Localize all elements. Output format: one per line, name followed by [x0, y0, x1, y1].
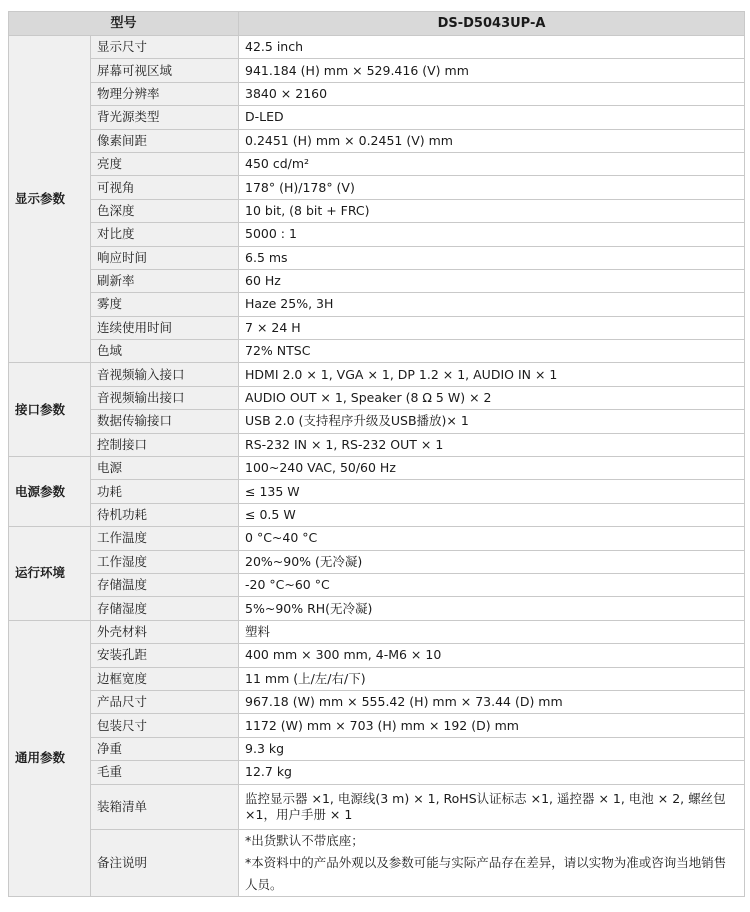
table-row	[9, 36, 745, 59]
spec-value: 塑料	[239, 620, 745, 643]
spec-label: 对比度	[91, 223, 239, 246]
spec-label: 电源	[91, 457, 239, 480]
table-row	[9, 59, 745, 82]
spec-value: 178° (H)/178° (V)	[239, 176, 745, 199]
table-row	[9, 620, 745, 643]
spec-value: 60 Hz	[239, 269, 745, 292]
table-row	[9, 737, 745, 760]
spec-value: 0 °C~40 °C	[239, 527, 745, 550]
spec-label: 音视频输入接口	[91, 363, 239, 386]
model-value: DS-D5043UP-A	[239, 12, 745, 36]
spec-value: 72% NTSC	[239, 340, 745, 363]
spec-value: 450 cd/m²	[239, 152, 745, 175]
category-label: 电源参数	[9, 457, 91, 527]
spec-label: 音视频输出接口	[91, 386, 239, 409]
spec-label: 雾度	[91, 293, 239, 316]
spec-value: USB 2.0 (支持程序升级及USB播放)× 1	[239, 410, 745, 433]
spec-value: AUDIO OUT × 1, Speaker (8 Ω 5 W) × 2	[239, 386, 745, 409]
table-row	[9, 761, 745, 784]
spec-label: 像素间距	[91, 129, 239, 152]
spec-value: 5000 : 1	[239, 223, 745, 246]
spec-value: 1172 (W) mm × 703 (H) mm × 192 (D) mm	[239, 714, 745, 737]
spec-label: 边框宽度	[91, 667, 239, 690]
spec-value: ≤ 0.5 W	[239, 503, 745, 526]
spec-value: 11 mm (上/左/右/下)	[239, 667, 745, 690]
table-row	[9, 363, 745, 386]
table-row	[9, 152, 745, 175]
spec-label: 控制接口	[91, 433, 239, 456]
spec-label: 连续使用时间	[91, 316, 239, 339]
table-row	[9, 269, 745, 292]
remark-line: *本资料中的产品外观以及参数可能与实际产品存在差异，请以实物为准或咨询当地销售人员。	[245, 854, 727, 892]
spec-label: 显示尺寸	[91, 36, 239, 59]
table-row	[9, 597, 745, 620]
spec-label: 响应时间	[91, 246, 239, 269]
spec-label: 可视角	[91, 176, 239, 199]
spec-value: 0.2451 (H) mm × 0.2451 (V) mm	[239, 129, 745, 152]
spec-value: D-LED	[239, 106, 745, 129]
spec-label: 工作湿度	[91, 550, 239, 573]
spec-label: 工作温度	[91, 527, 239, 550]
spec-label: 亮度	[91, 152, 239, 175]
table-row	[9, 316, 745, 339]
spec-value: -20 °C~60 °C	[239, 573, 745, 596]
table-row	[9, 690, 745, 713]
header-row	[9, 12, 745, 36]
category-label: 运行环境	[9, 527, 91, 621]
spec-value: RS-232 IN × 1, RS-232 OUT × 1	[239, 433, 745, 456]
table-row	[9, 503, 745, 526]
table-row	[9, 480, 745, 503]
table-row	[9, 176, 745, 199]
model-label: 型号	[9, 12, 239, 36]
category-label: 通用参数	[9, 620, 91, 896]
category-label: 接口参数	[9, 363, 91, 457]
spec-label: 装箱清单	[91, 784, 239, 829]
spec-value: ≤ 135 W	[239, 480, 745, 503]
table-row	[9, 129, 745, 152]
spec-label: 存储温度	[91, 573, 239, 596]
spec-label: 背光源类型	[91, 106, 239, 129]
spec-label: 功耗	[91, 480, 239, 503]
table-row	[9, 199, 745, 222]
spec-label: 净重	[91, 737, 239, 760]
table-row	[9, 106, 745, 129]
spec-label: 刷新率	[91, 269, 239, 292]
spec-label: 物理分辨率	[91, 82, 239, 105]
spec-value	[239, 829, 745, 896]
spec-label: 存储湿度	[91, 597, 239, 620]
table-row	[9, 784, 745, 829]
spec-label: 包装尺寸	[91, 714, 239, 737]
spec-value: 7 × 24 H	[239, 316, 745, 339]
spec-value: 9.3 kg	[239, 737, 745, 760]
table-row	[9, 714, 745, 737]
spec-value: 20%~90% (无冷凝)	[239, 550, 745, 573]
spec-label: 屏幕可视区域	[91, 59, 239, 82]
table-row	[9, 829, 745, 896]
spec-value: 100~240 VAC, 50/60 Hz	[239, 457, 745, 480]
spec-value: 12.7 kg	[239, 761, 745, 784]
table-row	[9, 386, 745, 409]
table-row	[9, 433, 745, 456]
spec-label: 产品尺寸	[91, 690, 239, 713]
spec-label: 外壳材料	[91, 620, 239, 643]
spec-label: 数据传输接口	[91, 410, 239, 433]
spec-value: 10 bit, (8 bit + FRC)	[239, 199, 745, 222]
table-row	[9, 550, 745, 573]
table-row	[9, 573, 745, 596]
spec-body	[9, 36, 745, 897]
spec-label: 毛重	[91, 761, 239, 784]
spec-label: 色深度	[91, 199, 239, 222]
spec-value: 941.184 (H) mm × 529.416 (V) mm	[239, 59, 745, 82]
spec-label: 安装孔距	[91, 644, 239, 667]
table-row	[9, 457, 745, 480]
spec-label: 色域	[91, 340, 239, 363]
spec-value: HDMI 2.0 × 1, VGA × 1, DP 1.2 × 1, AUDIO IN × 1	[239, 363, 745, 386]
table-row	[9, 644, 745, 667]
spec-value: 监控显示器 ×1, 电源线(3 m) × 1, RoHS认证标志 ×1, 遥控器 × 1, 电池 × 2, 螺丝包 ×1，用户手册 × 1	[239, 784, 745, 829]
table-row	[9, 667, 745, 690]
spec-table	[8, 11, 745, 897]
table-row	[9, 223, 745, 246]
table-row	[9, 410, 745, 433]
spec-label: 备注说明	[91, 829, 239, 896]
table-row	[9, 340, 745, 363]
spec-value: 3840 × 2160	[239, 82, 745, 105]
table-row	[9, 82, 745, 105]
spec-value: 6.5 ms	[239, 246, 745, 269]
spec-value: 400 mm × 300 mm, 4-M6 × 10	[239, 644, 745, 667]
category-label: 显示参数	[9, 36, 91, 363]
table-row	[9, 246, 745, 269]
spec-value: 5%~90% RH(无冷凝)	[239, 597, 745, 620]
spec-label: 待机功耗	[91, 503, 239, 526]
table-row	[9, 293, 745, 316]
table-row	[9, 527, 745, 550]
spec-value: 42.5 inch	[239, 36, 745, 59]
spec-value: Haze 25%, 3H	[239, 293, 745, 316]
remark-line: *出货默认不带底座；	[245, 832, 364, 848]
spec-value: 967.18 (W) mm × 555.42 (H) mm × 73.44 (D) mm	[239, 690, 745, 713]
